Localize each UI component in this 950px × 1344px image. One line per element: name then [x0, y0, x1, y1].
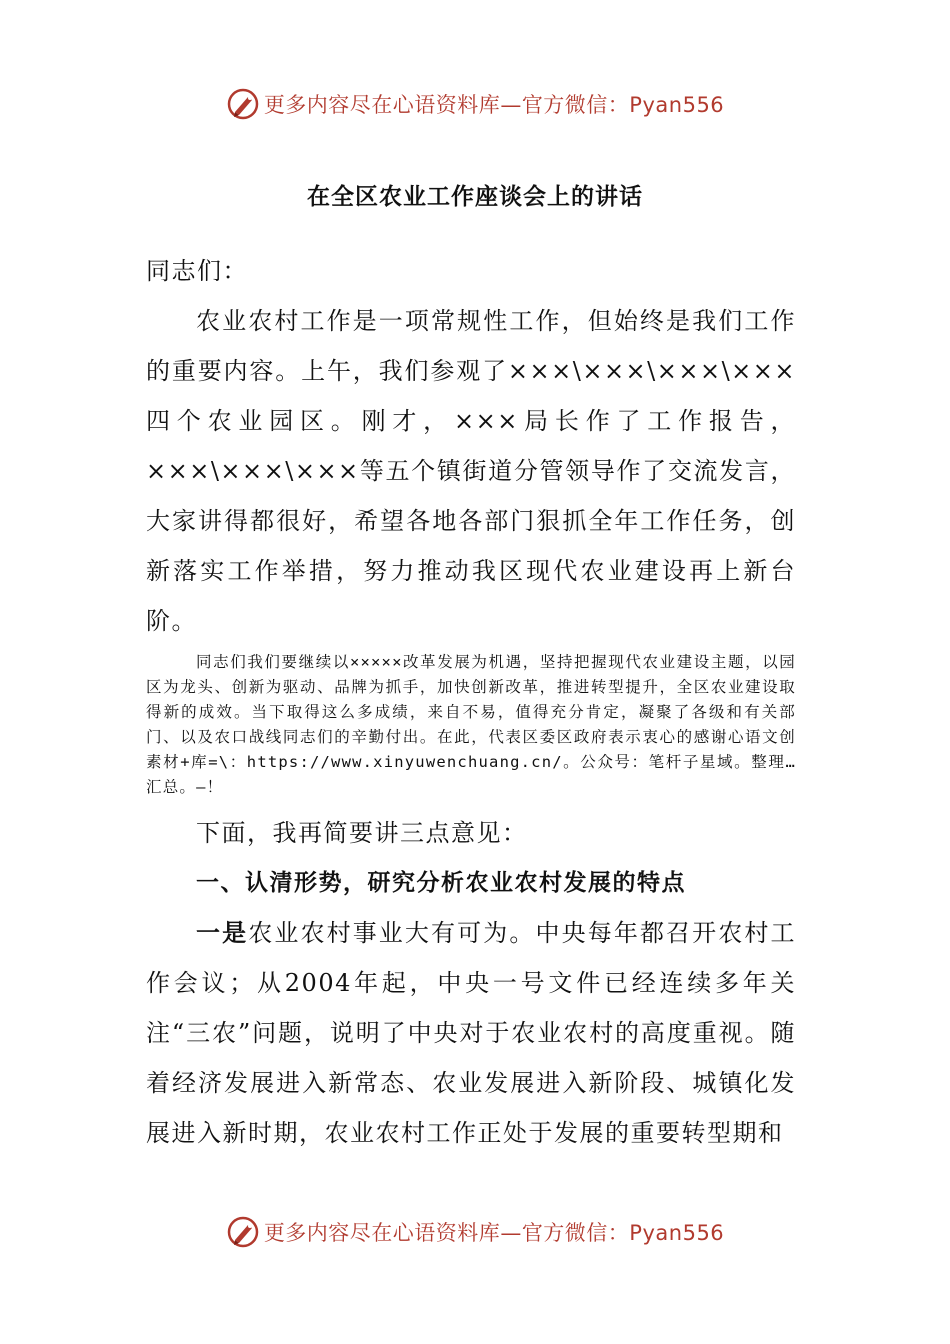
banner-dash: —: [500, 93, 522, 117]
banner-main-text: 更多内容尽在心语资料库: [263, 93, 501, 117]
banner-main-text: 更多内容尽在心语资料库: [263, 1221, 501, 1245]
banner-text: [264, 89, 724, 119]
banner-dash: —: [500, 1221, 522, 1245]
section-heading-1: 一、认清形势，研究分析农业农村发展的特点: [196, 870, 686, 896]
paragraph-point-1: [146, 908, 796, 1158]
paragraph-intro: 农业农村工作是一项常规性工作，但始终是我们工作的重要内容。上午，我们参观了×××\×××\×××\×××四个农业园区。刚才，×××局长作了工作报告，×××\×××\×××等五个镇街道分管领导作了交流发言，大家讲得都很好，希望各地各部门狠抓全年工作任务，创新落实工作举措，努力推动我区现代农业建设再上新台阶。: [146, 307, 796, 635]
salutation: 同志们：: [146, 257, 248, 285]
banner-wechat-text: 官方微信：Pyan556: [521, 93, 725, 117]
banner-text: [264, 1217, 724, 1247]
document-body: [146, 246, 796, 1158]
point-text: 农业农村事业大有可为。中央每年都召开农村工作会议；从2004年起，中央一号文件已经连续多年关注“三农”问题，说明了中央对于农业农村的高度重视。随着经济发展进入新常态、农业发展进入新阶段、城镇化发展进入新时期，农业农村工作正处于发展的重要转型期和: [146, 919, 797, 1147]
document-title: 在全区农业工作座谈会上的讲话: [307, 184, 643, 210]
paragraph-transition: 下面，我再简要讲三点意见：: [196, 819, 528, 847]
point-lead: 一是: [196, 919, 249, 947]
header-banner: [0, 82, 950, 126]
pen-logo-icon: [226, 87, 260, 121]
paragraph-small-print: 同志们我们要继续以×××××改革发展为机遇，坚持把握现代农业建设主题，以园区为龙头、创新为驱动、品牌为抓手，加快创新改革，推进转型提升，全区农业建设取得新的成效。当下取得这么多成绩，来自不易，值得充分肯定，凝聚了各级和有关部门、以及农口战线同志们的辛勤付出。在此，代表区委区政府表示衷心的感谢心语文创素材+库=\：https://www.xinyuwenchuang.cn/。公众号：笔杆子星域。整理…汇总。—！: [146, 653, 796, 796]
footer-banner: [0, 1210, 950, 1254]
pen-logo-icon: [226, 1215, 260, 1249]
banner-wechat-text: 官方微信：Pyan556: [521, 1221, 725, 1245]
